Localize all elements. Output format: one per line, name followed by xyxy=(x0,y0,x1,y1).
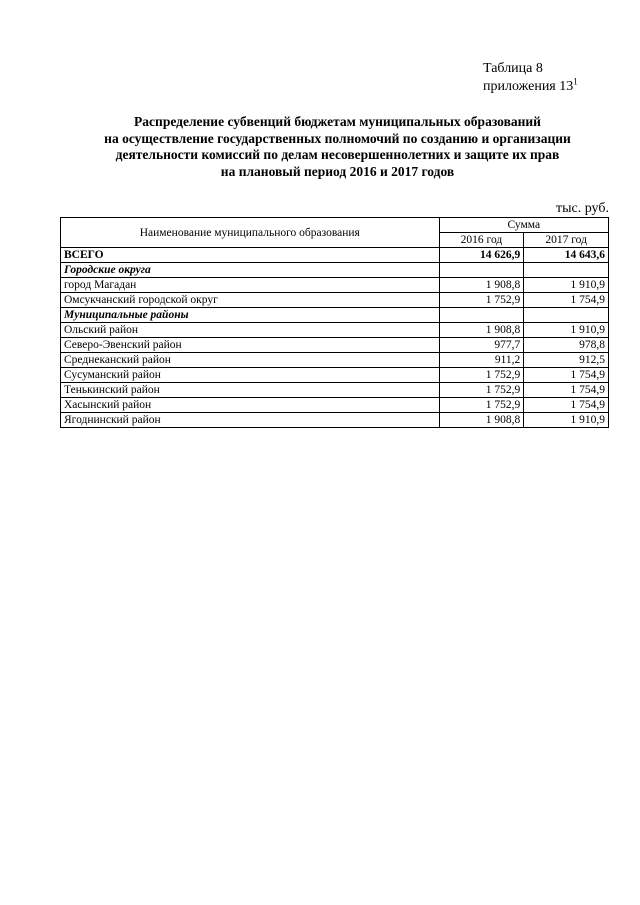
header-municipality: Наименование муниципального образования xyxy=(61,218,440,248)
appendix-reference xyxy=(483,78,578,96)
title-line-3: деятельности комиссий по делам несовершеннолетних и защите их прав xyxy=(115,147,560,162)
table-row xyxy=(61,368,609,383)
total-2016: 14 626,9 xyxy=(439,248,524,263)
group-row-municipal-districts xyxy=(61,308,609,323)
table-row xyxy=(61,278,609,293)
table-number: Таблица 8 xyxy=(483,61,543,76)
total-row xyxy=(61,248,609,263)
table-row xyxy=(61,383,609,398)
table-row xyxy=(61,353,609,368)
header-sum: Сумма xyxy=(439,218,608,233)
value-2017: 1 754,9 xyxy=(524,398,609,413)
group-row-city-districts xyxy=(61,263,609,278)
value-2016: 1 752,9 xyxy=(439,398,524,413)
empty-cell xyxy=(524,308,609,323)
table-row xyxy=(61,293,609,308)
value-2016: 1 752,9 xyxy=(439,368,524,383)
empty-cell xyxy=(524,263,609,278)
value-2017: 1 754,9 xyxy=(524,293,609,308)
value-2017: 1 910,9 xyxy=(524,413,609,428)
value-2017: 912,5 xyxy=(524,353,609,368)
value-2016: 1 752,9 xyxy=(439,293,524,308)
title-line-4: на плановый период 2016 и 2017 годов xyxy=(220,163,455,179)
municipality-name: Северо-Эвенский район xyxy=(61,338,440,353)
value-2016: 1 908,8 xyxy=(439,413,524,428)
title-line-1: Распределение субвенций бюджетам муниципальных образований xyxy=(134,114,541,129)
appendix-text: приложения 13 xyxy=(483,79,574,94)
table-caption xyxy=(483,60,578,96)
table-row xyxy=(61,413,609,428)
header-row xyxy=(61,218,609,233)
document-title xyxy=(60,114,615,180)
header-year-2017: 2017 год xyxy=(524,233,609,248)
municipality-name: Тенькинский район xyxy=(61,383,440,398)
appendix-superscript: 1 xyxy=(573,76,578,87)
value-2016: 1 908,8 xyxy=(439,323,524,338)
group-label: Муниципальные районы xyxy=(61,308,440,323)
municipality-name: Ольский район xyxy=(61,323,440,338)
municipality-name: Среднеканский район xyxy=(61,353,440,368)
municipality-name: Омсукчанский городской округ xyxy=(61,293,440,308)
table-row xyxy=(61,323,609,338)
value-2017: 1 910,9 xyxy=(524,278,609,293)
value-2016: 977,7 xyxy=(439,338,524,353)
title-line-2: на осуществление государственных полномочий по созданию и организации xyxy=(104,130,571,146)
table-row xyxy=(61,398,609,413)
municipality-name: город Магадан xyxy=(61,278,440,293)
empty-cell xyxy=(439,263,524,278)
subvention-table xyxy=(60,217,609,428)
municipality-name: Сусуманский район xyxy=(61,368,440,383)
value-2016: 1 752,9 xyxy=(439,383,524,398)
total-2017: 14 643,6 xyxy=(524,248,609,263)
units-label: тыс. руб. xyxy=(556,201,609,216)
municipality-name: Ягоднинский район xyxy=(61,413,440,428)
value-2017: 1 754,9 xyxy=(524,383,609,398)
header-year-2016: 2016 год xyxy=(439,233,524,248)
value-2017: 1 754,9 xyxy=(524,368,609,383)
total-label: ВСЕГО xyxy=(61,248,440,263)
empty-cell xyxy=(439,308,524,323)
table-row xyxy=(61,338,609,353)
value-2016: 1 908,8 xyxy=(439,278,524,293)
municipality-name: Хасынский район xyxy=(61,398,440,413)
value-2017: 1 910,9 xyxy=(524,323,609,338)
value-2016: 911,2 xyxy=(439,353,524,368)
value-2017: 978,8 xyxy=(524,338,609,353)
group-label: Городские округа xyxy=(61,263,440,278)
